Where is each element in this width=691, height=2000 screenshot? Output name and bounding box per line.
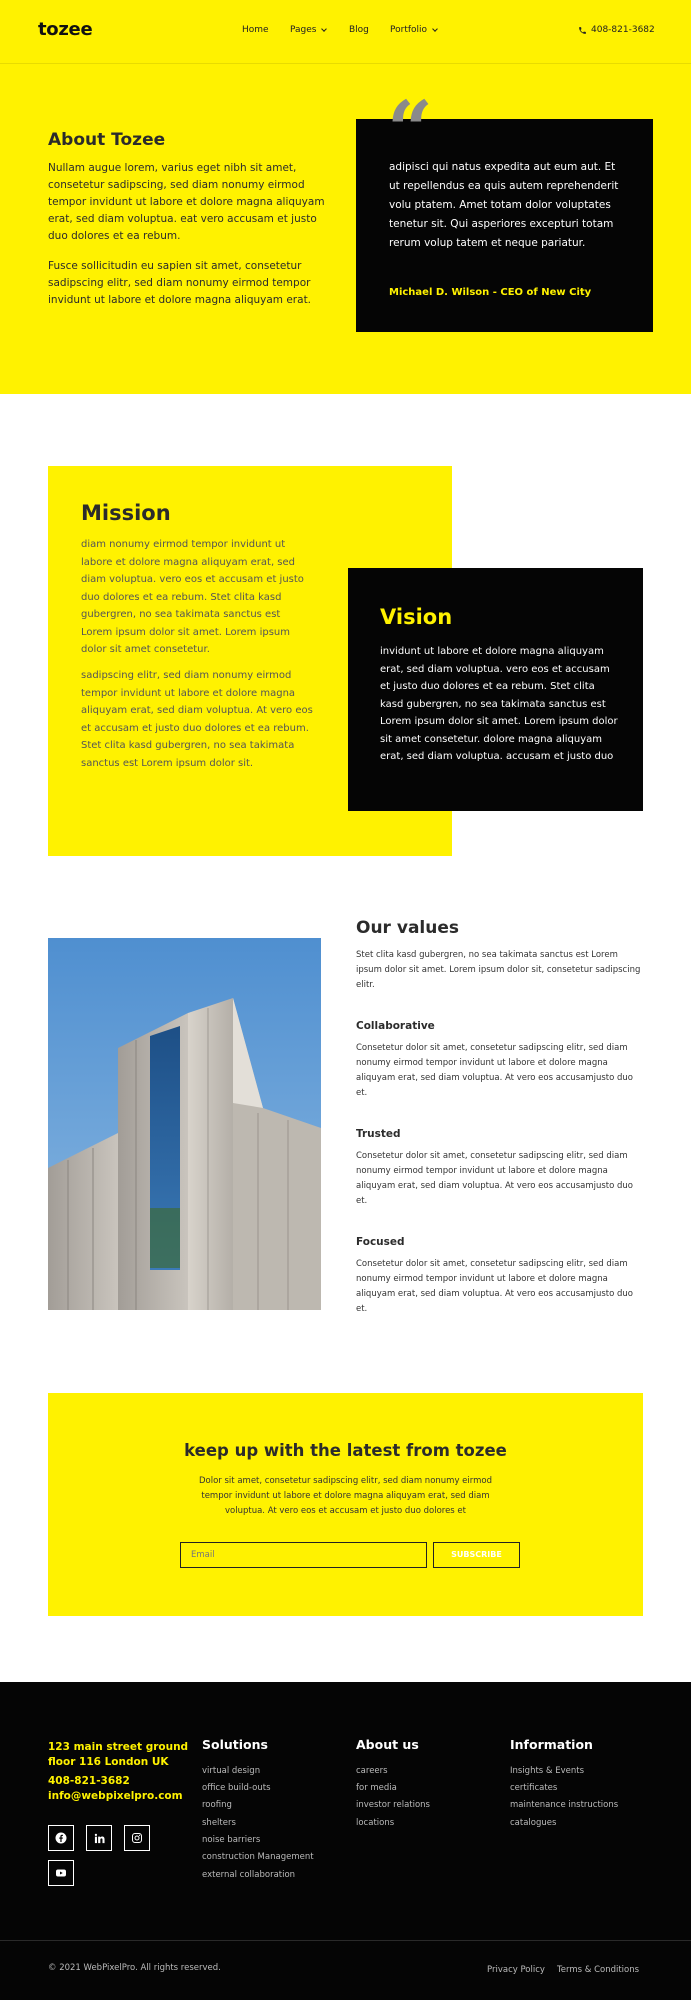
value-title-trusted: Trusted bbox=[356, 1128, 401, 1140]
footer-link-noise-barriers[interactable]: noise barriers bbox=[202, 1835, 261, 1845]
footer-information-title: Information bbox=[510, 1737, 593, 1752]
phone-icon bbox=[578, 26, 587, 35]
about-title: About Tozee bbox=[48, 130, 166, 150]
footer-link-virtual-design[interactable]: virtual design bbox=[202, 1766, 261, 1776]
footer-link-office-build-outs[interactable]: office build-outs bbox=[202, 1783, 271, 1793]
instagram-icon bbox=[131, 1832, 143, 1844]
terms-conditions-link[interactable]: Terms & Conditions bbox=[557, 1965, 640, 1975]
building-photo bbox=[48, 938, 321, 1310]
facebook-icon bbox=[55, 1832, 67, 1844]
value-text-trusted: Consetetur dolor sit amet, consetetur sadipscing elitr, sed diam nonumy eirmod tempor invidunt ut labore et dolore magna aliquyam erat, sed diam voluptua. At vero eos accusamjusto duo et. bbox=[356, 1151, 634, 1206]
mission-paragraph-1: diam nonumy eirmod tempor invidunt ut labore et dolore magna aliquyam erat, sed diam voluptua. vero eos et accusam et justo duo dolores et ea rebum. Stet clita kasd gubergren, no sea takimata sanctus est Lorem ipsum dolor sit amet. Lorem ipsum dolor sit amet consetetur. bbox=[81, 539, 304, 655]
newsletter-text: Dolor sit amet, consetetur sadipscing elitr, sed diam nonumy eirmod tempor invidunt ut labore et dolore magna aliquyam erat, sed diam voluptua. At vero eos et accusam et justo duo dolores et bbox=[199, 1476, 492, 1516]
value-text-collaborative: Consetetur dolor sit amet, consetetur sadipscing elitr, sed diam nonumy eirmod tempor invidunt ut labore et dolore magna aliquyam erat, sed diam voluptua. At vero eos accusamjusto duo et. bbox=[356, 1043, 634, 1098]
subscribe-button[interactable]: SUBSCRIBE bbox=[433, 1542, 520, 1568]
youtube-button[interactable] bbox=[48, 1860, 74, 1886]
copyright-text: © 2021 WebPixelPro. All rights reserved. bbox=[48, 1963, 221, 1973]
footer-link-for-media[interactable]: for media bbox=[356, 1783, 397, 1793]
footer-email[interactable]: info@webpixelpro.com bbox=[48, 1790, 183, 1802]
linkedin-button[interactable] bbox=[86, 1825, 112, 1851]
vision-text: invidunt ut labore et dolore magna aliquyam erat, sed diam voluptua. vero eos et accusam et justo duo dolores et ea rebum. Stet clita kasd gubergren, no sea takimata sanctus est Lorem ipsum dolor sit amet. Lorem ipsum dolor sit amet consetetur. dolore magna aliquyam erat, sed diam voluptua. accusam et justo duo bbox=[380, 646, 618, 762]
youtube-icon bbox=[55, 1867, 67, 1879]
value-title-focused: Focused bbox=[356, 1236, 405, 1248]
footer-link-roofing[interactable]: roofing bbox=[202, 1800, 232, 1810]
value-text-focused: Consetetur dolor sit amet, consetetur sadipscing elitr, sed diam nonumy eirmod tempor invidunt ut labore et dolore magna aliquyam erat, sed diam voluptua. At vero eos accusamjusto duo et. bbox=[356, 1259, 634, 1314]
footer-about-title: About us bbox=[356, 1737, 419, 1752]
footer-link-careers[interactable]: careers bbox=[356, 1766, 388, 1776]
chevron-down-icon bbox=[432, 26, 438, 32]
values-intro: Stet clita kasd gubergren, no sea takimata sanctus est Lorem ipsum dolor sit amet. Lorem ipsum dolor sit, consetetur sadipscing elitr. bbox=[356, 950, 641, 990]
mission-title: Mission bbox=[81, 501, 171, 525]
footer-link-shelters[interactable]: shelters bbox=[202, 1818, 236, 1828]
values-title: Our values bbox=[356, 918, 459, 938]
footer-link-catalogues[interactable]: catalogues bbox=[510, 1818, 557, 1828]
footer-link-locations[interactable]: locations bbox=[356, 1818, 395, 1828]
chevron-down-icon bbox=[322, 26, 328, 32]
nav-portfolio[interactable] bbox=[390, 25, 437, 35]
mission-paragraph-2: sadipscing elitr, sed diam nonumy eirmod tempor invidunt ut labore et dolore magna aliquyam erat, sed diam voluptua. At vero eos et accusam et justo duo dolores et ea rebum. Stet clita kasd gubergren, no sea takimata sanctus est Lorem ipsum dolor sit. bbox=[81, 670, 313, 769]
facebook-button[interactable] bbox=[48, 1825, 74, 1851]
value-title-collaborative: Collaborative bbox=[356, 1020, 435, 1032]
testimonial-author: Michael D. Wilson - CEO of New City bbox=[389, 287, 592, 298]
footer-phone[interactable]: 408-821-3682 bbox=[48, 1775, 130, 1787]
nav-pages-label: Pages bbox=[290, 25, 317, 35]
nav-blog-label: Blog bbox=[349, 25, 369, 35]
nav-blog[interactable] bbox=[349, 25, 369, 35]
nav-home-label: Home bbox=[242, 25, 269, 35]
site-logo[interactable]: tozee bbox=[38, 19, 93, 40]
quote-icon: “ bbox=[387, 83, 434, 177]
footer-link-investor-relations[interactable]: investor relations bbox=[356, 1800, 430, 1810]
nav-pages[interactable] bbox=[290, 25, 326, 35]
footer-divider bbox=[0, 1940, 691, 1941]
footer-link-insights-events[interactable]: Insights & Events bbox=[510, 1766, 585, 1776]
email-field[interactable] bbox=[180, 1542, 427, 1568]
about-paragraph-2: Fusce sollicitudin eu sapien sit amet, consetetur sadipscing elitr, sed diam nonumy eirmod tempor invidunt ut labore et dolore magna aliquyam erat. bbox=[48, 260, 312, 306]
vision-title: Vision bbox=[380, 605, 453, 629]
footer-link-external-collaboration[interactable]: external collaboration bbox=[202, 1870, 296, 1880]
footer-address-line-1: 123 main street ground bbox=[48, 1741, 189, 1753]
testimonial-quote: adipisci qui natus expedita aut eum aut. Et ut repellendus ea quis autem reprehenderit volu ptatem. Amet totam dolor voluptates tenetur sit. Qui asperiores excepturi totam rerum volup tatem et neque pariatur. bbox=[389, 161, 619, 249]
linkedin-icon bbox=[94, 1833, 105, 1844]
instagram-button[interactable] bbox=[124, 1825, 150, 1851]
footer-address-line-2: floor 116 London UK bbox=[48, 1756, 169, 1768]
nav-portfolio-label: Portfolio bbox=[390, 25, 428, 35]
footer-link-certificates[interactable]: certificates bbox=[510, 1783, 558, 1793]
nav-home[interactable] bbox=[242, 25, 269, 35]
footer-link-maintenance-instructions[interactable]: maintenance instructions bbox=[510, 1800, 619, 1810]
header-phone-text: 408-821-3682 bbox=[591, 25, 655, 35]
header-phone[interactable] bbox=[578, 25, 655, 35]
privacy-policy-link[interactable]: Privacy Policy bbox=[487, 1965, 545, 1975]
footer-solutions-title: Solutions bbox=[202, 1737, 268, 1752]
footer-link-construction-management[interactable]: construction Management bbox=[202, 1852, 314, 1862]
newsletter-title: keep up with the latest from tozee bbox=[184, 1441, 507, 1460]
about-paragraph-1: Nullam augue lorem, varius eget nibh sit amet, consetetur sadipscing, sed diam nonumy eirmod tempor invidunt ut labore et dolore magna aliquyam erat, sed diam voluptua. eat vero accusam et justo duo dolores et ea rebum. bbox=[48, 162, 325, 242]
